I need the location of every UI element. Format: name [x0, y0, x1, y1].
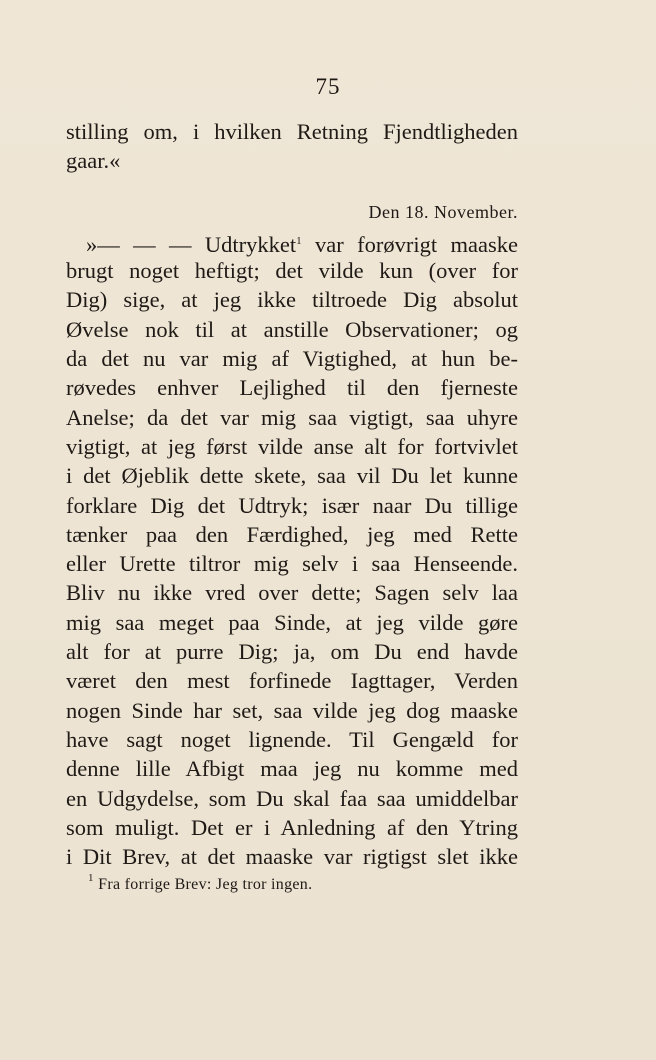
- text-segment: »— — — Udtrykket: [86, 231, 297, 257]
- paragraph-spacer: [66, 176, 518, 198]
- text-line: stilling om, i hvilken Retning Fjendtligheden: [66, 119, 518, 144]
- text-line: eller Urette tiltror mig selv i saa Henseende.: [66, 551, 518, 577]
- text-line: nogen Sinde har set, saa vilde jeg dog maaske: [66, 697, 518, 723]
- text-line: en Udgydelse, som Du skal faa saa umiddelbar: [66, 785, 518, 811]
- footnote-marker: 1: [88, 872, 94, 884]
- text-line: i Dit Brev, at det maaske var rigtigst slet ikke: [66, 844, 518, 870]
- text-line: i det Øjeblik dette skete, saa vil Du let kunne: [66, 463, 518, 489]
- text-line: [66, 227, 518, 256]
- text-line: røvedes enhver Lejlighed til den fjerneste: [66, 375, 518, 401]
- page-number: 75: [315, 74, 341, 99]
- footnote-text: Fra forrige Brev: Jeg tror ingen.: [98, 876, 313, 893]
- footnote-reference: 1: [296, 234, 302, 247]
- text-line: forklare Dig det Udtryk; især naar Du tillige: [66, 492, 518, 518]
- text-line: som muligt. Det er i Anledning af den Ytring: [66, 814, 518, 840]
- footnote: [88, 872, 312, 894]
- text-line: have sagt noget lignende. Til Gengæld for: [66, 726, 518, 752]
- text-line: denne lille Afbigt maa jeg nu komme med: [66, 756, 518, 782]
- text-line: alt for at purre Dig; ja, om Du end havde: [66, 639, 518, 665]
- text-line: brugt noget heftigt; det vilde kun (over for: [66, 258, 518, 284]
- text-line: vigtigt, at jeg først vilde anse alt for fortvivlet: [66, 433, 518, 459]
- text-line: mig saa meget paa Sinde, at jeg vilde gøre: [66, 609, 518, 635]
- text-line: tænker paa den Færdighed, jeg med Rette: [66, 521, 518, 547]
- text-line: Bliv nu ikke vred over dette; Sagen selv laa: [66, 580, 518, 606]
- text-segment: var forøvrigt maaske: [301, 231, 518, 257]
- text-line: Dig) sige, at jeg ikke tiltroede Dig absolut: [66, 287, 518, 313]
- text-line: gaar.«: [66, 148, 121, 174]
- text-line: Øvelse nok til at anstille Observationer; og: [66, 316, 518, 342]
- text-line: da det nu var mig af Vigtighed, at hun be-: [66, 346, 518, 372]
- date-heading: Den 18. November.: [368, 201, 518, 222]
- text-line: været den mest forfinede Iagttager, Verden: [66, 668, 518, 694]
- text-line: Anelse; da det var mig saa vigtigt, saa uhyre: [66, 404, 518, 430]
- body-text: [66, 117, 518, 871]
